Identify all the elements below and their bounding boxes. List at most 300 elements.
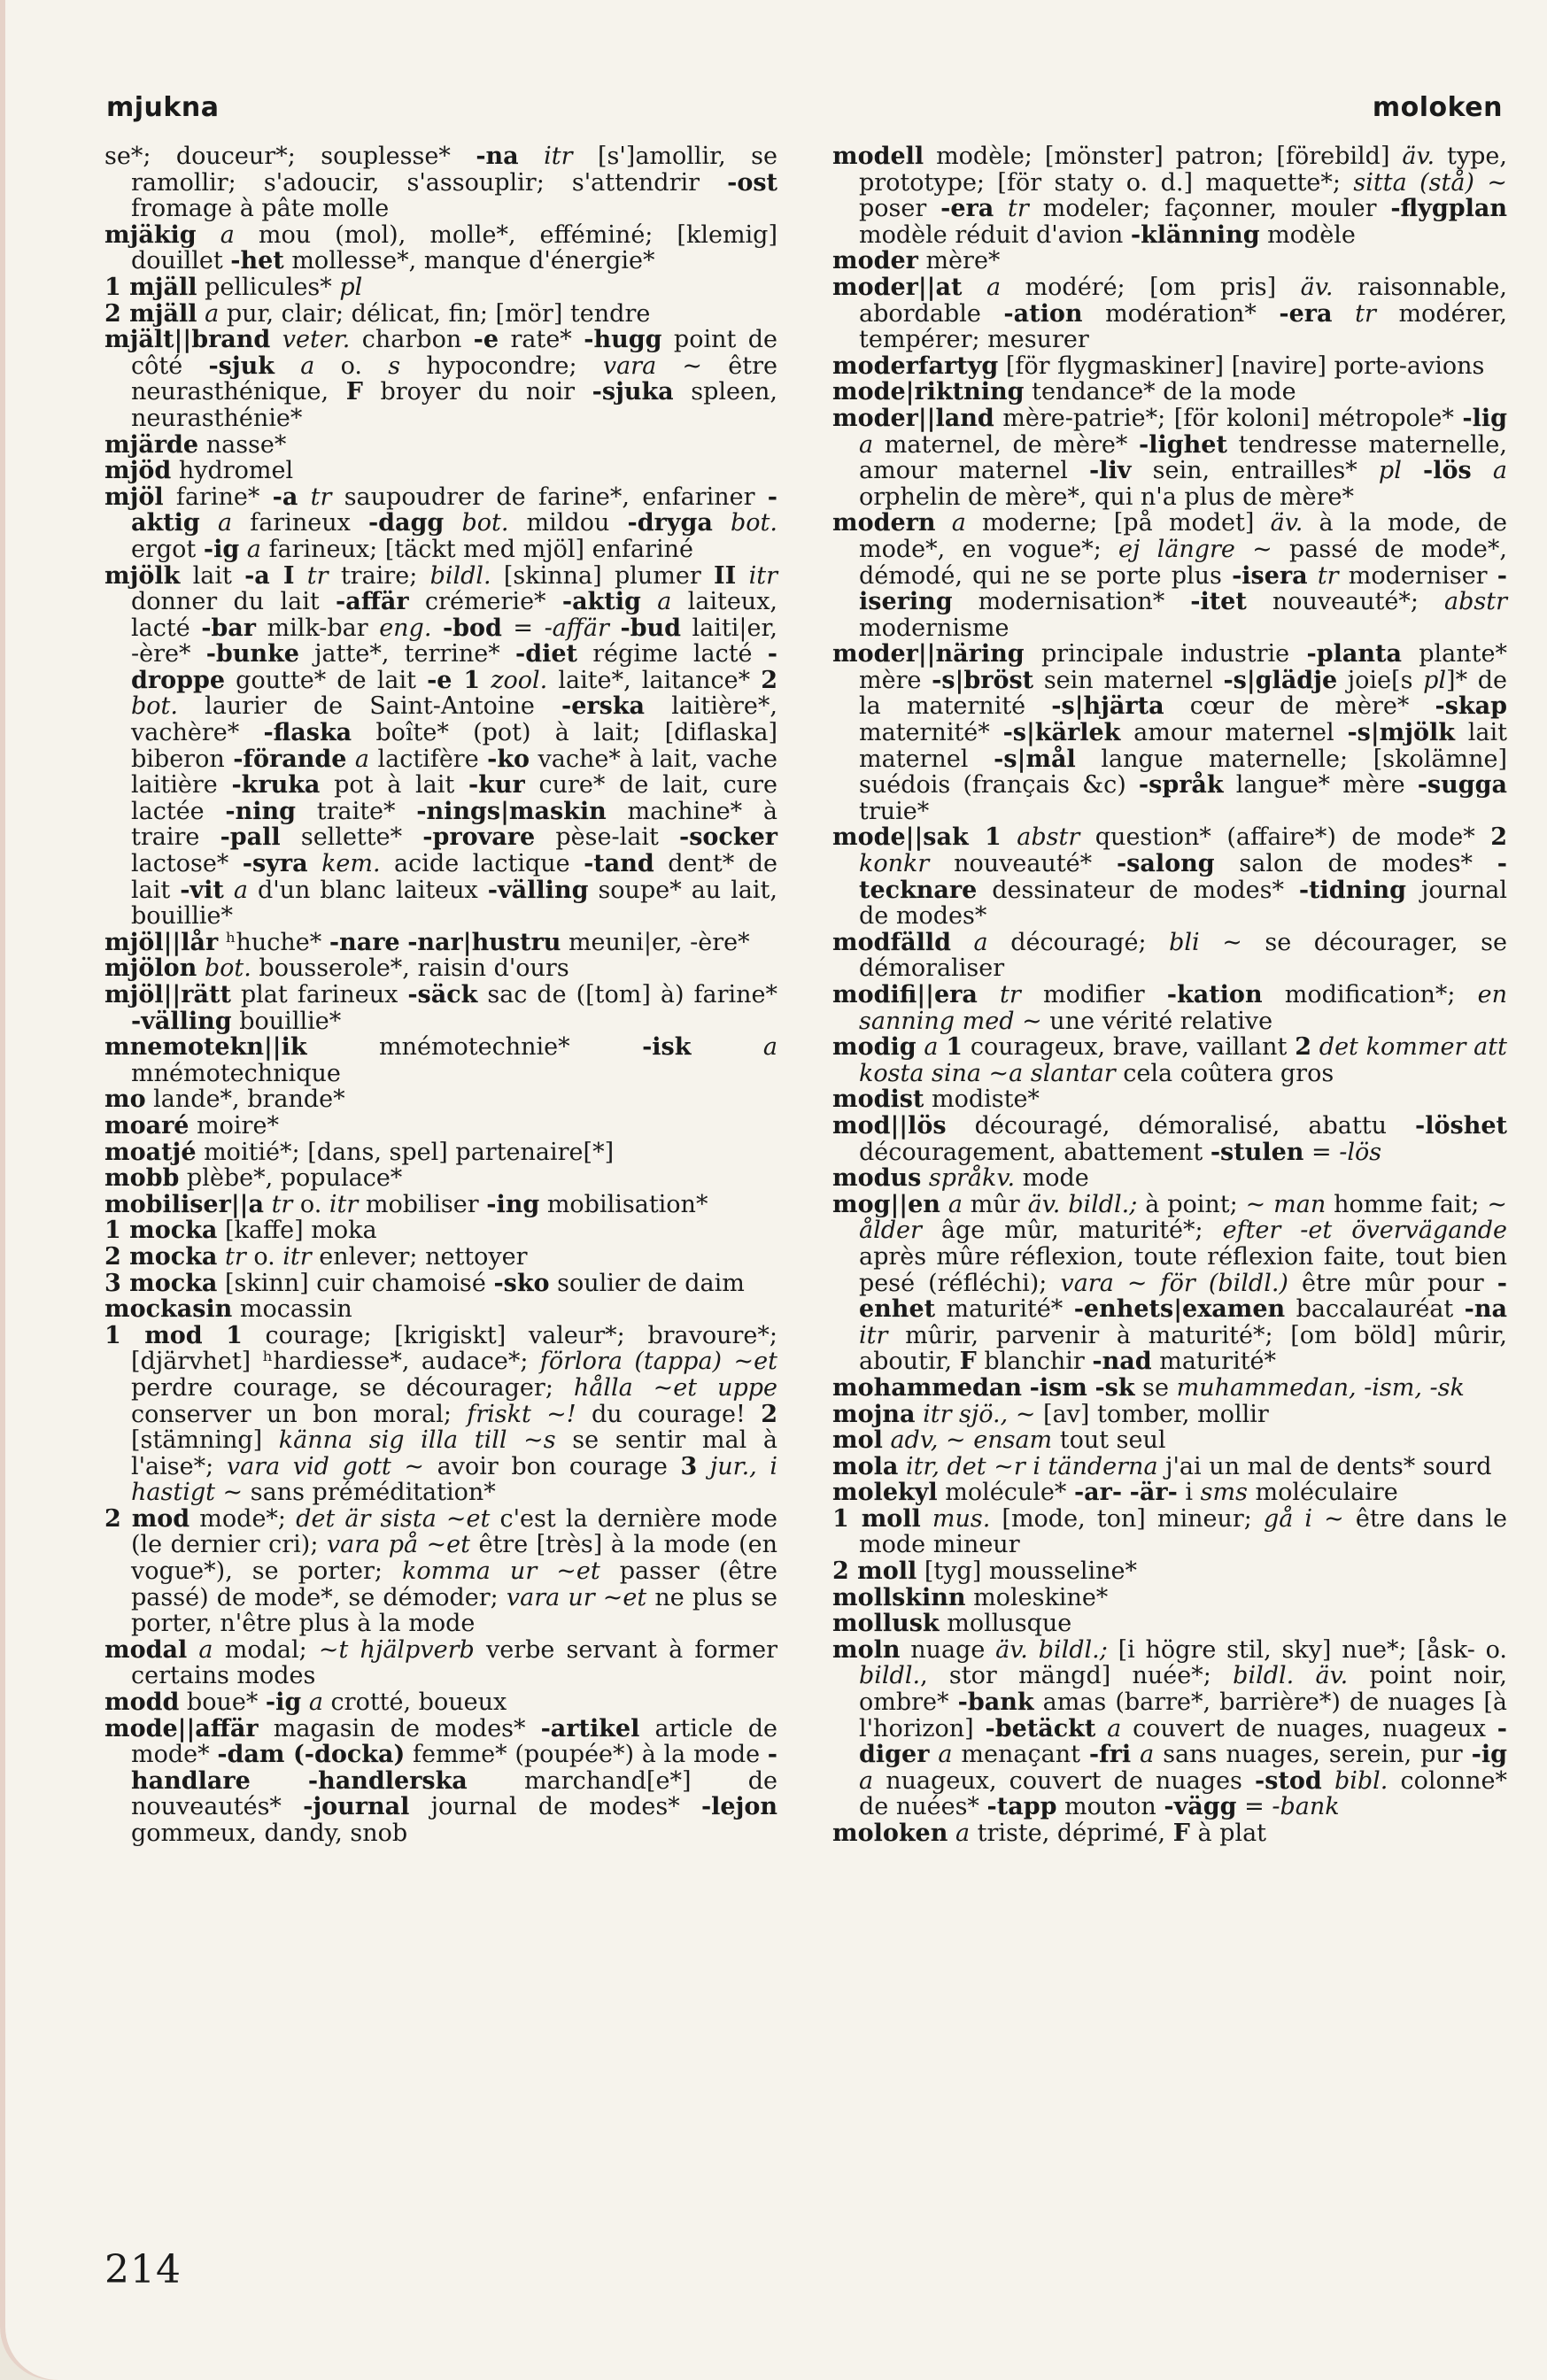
dictionary-entry [832,1820,1507,1847]
entry-italic-text: tr [1355,299,1376,328]
dictionary-entry [832,1192,1507,1375]
dictionary-entry [832,1506,1507,1558]
entry-headword: -na [1464,1295,1507,1324]
entry-headword: F [959,1348,977,1376]
entry-italic-text: bibl. [1334,1766,1388,1795]
entry-headword: mohammedan [832,1373,1023,1402]
entry-headword: 1 moll [832,1504,921,1533]
entry-italic-text: ~ man [1245,1190,1327,1218]
entry-text: modeler; façonner, mouler [1028,195,1391,223]
entry-headword: -lös [1423,457,1472,485]
entry-text: baccalauréat [1285,1295,1465,1324]
entry-text: homme fait; [1326,1190,1488,1218]
entry-text: moitié*; [dans, spel] partenaire[*] [196,1138,615,1166]
dictionary-entry [832,1113,1507,1165]
entry-text: = [1303,1138,1340,1166]
entry-text: régime lacté [577,640,768,668]
entry-headword: -betäckt [985,1714,1096,1742]
entry-text: à plat [1189,1820,1267,1847]
entry-text: tout seul [1052,1426,1166,1455]
entry-headword: -klänning [1130,220,1260,249]
entry-text: amas (barre*, barrière*) de nuages [à l'horizon] [859,1688,1508,1742]
entry-headword: -handlare -handlerska [131,1741,778,1795]
entry-text: moderniser [1338,561,1497,590]
entry-text [197,954,205,982]
entry-italic-text: a [762,1033,777,1062]
entry-headword: modfälld [832,928,951,956]
entry-headword: -bar [201,614,256,642]
entry-italic-text: vara vid gott ~ [226,1452,424,1480]
entry-headword: -språk [1138,771,1224,800]
entry-italic-text: sms [1200,1479,1248,1507]
entry-text: maternel, de mère* [873,430,1140,459]
entry-text: mode [1015,1164,1089,1193]
entry-text: être [très] à la mode (en vogue*), se porter; [131,1531,777,1586]
entry-text: boîte* (pot) à lait; [diflaska] biberon [131,719,777,773]
entry-headword: -diger [859,1714,1507,1769]
entry-text [1311,1033,1319,1061]
dictionary-entry [832,379,1507,406]
entry-headword: -lig [1462,404,1507,432]
entry-italic-text: bildl. [429,561,491,590]
entry-italic-text: språkv. [928,1164,1016,1193]
entry-text [239,536,247,563]
entry-text: charbon [350,326,474,354]
entry-text: traire; [328,561,430,590]
entry-italic-text: bot. [131,692,178,721]
entry-text: saupoudrer de farine*, enfariner [331,483,768,511]
entry-text [1402,457,1423,484]
entry-italic-text: bot. [461,509,509,537]
entry-italic-text: tr [306,561,329,590]
dictionary-entry [104,1192,777,1218]
entry-text: pot à lait [320,771,468,800]
entry-italic-text: förlora (tappa) ~et [539,1348,777,1376]
entry-text: modifier [1020,981,1167,1008]
dictionary-entry [104,301,777,328]
entry-text: fromage à pâte molle [131,195,390,223]
entry-text: hydromel [171,457,294,485]
entry-text: lactifère [369,745,488,773]
entry-headword: -a [272,483,298,511]
entry-text [713,509,731,537]
entry-text: d'un blanc laiteux [247,876,488,904]
entry-italic-text: a [354,745,370,773]
entry-headword: 2 [1490,823,1507,852]
entry-text: laiti|er, -ère* [131,614,778,668]
entry-headword: -välling [487,876,589,904]
entry-headword: -ning [225,797,296,825]
entry-headword: moder||at [832,273,963,301]
dictionary-entry [832,274,1507,353]
dictionary-entry [832,1402,1507,1428]
entry-text: tendresse maternelle, amour maternel [859,430,1507,485]
entry-headword: -stulen [1210,1138,1304,1166]
entry-italic-text: äv. [1270,509,1303,537]
dictionary-entry [104,1034,777,1086]
entry-text: plat farineux [230,981,408,1008]
entry-text: cœur de mère* [1164,692,1435,721]
entry-text [197,221,220,249]
entry-headword: -ing [486,1190,540,1218]
entry-text: se [1134,1373,1177,1402]
entry-text: modal; [213,1635,319,1664]
entry-italic-text: mus. [932,1504,991,1533]
entry-text: moderne; [på modet] [965,509,1271,537]
entry-text [929,1741,938,1768]
entry-text: traite* [296,797,417,825]
entry-text: bouillie* [231,1007,342,1035]
entry-headword: modus [832,1164,922,1193]
entry-text: j'ai un mal de dents* sourd [1157,1452,1492,1480]
dictionary-entry [104,1716,777,1847]
entry-italic-text: zool. [491,666,548,694]
entry-headword: mjölon [104,954,197,983]
entry-italic-text: vara ur ~et [506,1583,647,1611]
entry-italic-text: tr [310,483,332,511]
entry-headword: -vit [180,876,224,904]
entry-italic-text: -bank [1272,1793,1340,1821]
entry-headword: modifi||era [832,981,978,1008]
entry-headword: molekyl [832,1479,938,1507]
entry-italic-text: a [973,928,988,956]
entry-text: ]* de la maternité [859,666,1507,721]
entry-text: type, prototype; [för staty o. d.] maquette*; [859,143,1507,197]
entry-headword: -provare [422,823,536,852]
entry-italic-text: eng. [379,614,432,642]
entry-text: découragé; [987,928,1170,956]
entry-italic-text: a [955,1820,971,1847]
entry-text: âge mûr, maturité*; [921,1217,1223,1245]
entry-text: modérer, tempérer; mesurer [859,299,1507,354]
dictionary-entry [832,1427,1507,1454]
entry-italic-text: äv. [1300,273,1334,301]
entry-text: pellicules* [197,273,340,301]
entry-italic-text: a [948,1190,963,1218]
entry-text [187,1636,198,1664]
entry-text: o. [292,1190,329,1218]
entry-text: gommeux, dandy, snob [131,1820,408,1847]
entry-italic-text: a [308,1688,323,1717]
entry-text: verbe servant à former certains modes [131,1635,777,1690]
dictionary-entry [832,143,1507,248]
entry-headword: -bud [620,614,682,642]
entry-text: mnémotechnique [131,1059,341,1087]
entry-headword: -tidning [1298,876,1407,904]
entry-headword: -isering [859,561,1507,616]
entry-headword: 3 [680,1452,698,1480]
entry-text [948,1820,955,1847]
dictionary-entry [832,248,1507,274]
entry-text: plante* mère [859,640,1507,694]
dictionary-entry [104,432,777,459]
entry-text: jatte*, terrine* [298,640,516,668]
running-head-left: mjukna [106,92,220,123]
entry-headword: -vägg [1164,1793,1237,1821]
entry-text: dent* de lait [131,850,777,904]
entry-headword: -säck [407,981,478,1008]
entry-italic-text: ej längre ~ [1118,535,1272,563]
entry-text [346,746,354,773]
entry-italic-text: äv. bildl.; [1027,1190,1138,1218]
dictionary-entry [832,353,1507,380]
entry-headword: -flygplan [1390,195,1507,223]
entry-italic-text: en sanning med ~ [859,981,1507,1035]
entry-headword: -tecknare [859,850,1507,904]
entry-headword: -planta [1306,640,1402,668]
entry-headword: -na [476,143,519,170]
dictionary-entry [104,1113,777,1140]
entry-italic-text: itr [544,143,573,170]
entry-text: découragé, démoralisé, abattu [946,1111,1416,1140]
entry-italic-text: pl [1378,457,1402,485]
entry-italic-text: a [951,509,966,537]
dictionary-entry [104,1323,777,1506]
entry-headword: 2 moll [832,1557,917,1586]
entry-text: perdre courage, se décourager; [131,1373,574,1402]
entry-italic-text: ~t hjälpverb [318,1635,475,1664]
entry-italic-text: itr sjö., [923,1400,1009,1428]
entry-text: dessinateur de modes* [977,876,1299,904]
dictionary-entry [104,1086,777,1113]
entry-text: nuageux, couvert de nuages [873,1766,1256,1795]
entry-text: enlever; nettoyer [311,1242,528,1271]
dictionary-entry [832,1480,1507,1506]
dictionary-entry [104,1506,777,1637]
entry-headword: -isera [1232,561,1308,590]
entry-headword: -sko [493,1269,550,1297]
entry-text [197,300,205,328]
entry-italic-text: vara på ~et [326,1531,471,1559]
dictionary-entry [832,1585,1507,1611]
entry-text: mildou [508,509,628,537]
entry-italic-text: pl [339,273,363,301]
entry-text: après mûre réflexion, toute réflexion faite, tout bien pesé (réfléchi); [859,1242,1507,1297]
entry-italic-text: -affär [544,614,609,642]
entry-text: passé de mode*, démodé, qui ne se porte plus [859,535,1507,590]
entry-text: poser [859,195,941,223]
page-number: 214 [104,2247,182,2292]
entry-text: molécule* [937,1479,1074,1507]
entry-headword: -ko [487,745,530,773]
entry-text: i [1177,1479,1201,1507]
entry-text: mûr [962,1190,1028,1218]
entry-text: truie* [859,797,930,825]
entry-headword: mjäkig [104,220,197,249]
entry-italic-text: känna sig illa till ~s [278,1426,556,1455]
entry-italic-text: muhammedan, -ism, -sk [1176,1373,1465,1402]
entry-italic-text: a [986,273,1002,301]
entry-italic-text: a [233,876,248,904]
entry-headword: -lejon [700,1793,777,1821]
entry-text [295,562,307,590]
entry-text: donner du lait [131,588,336,616]
entry-headword: -bank [957,1688,1034,1717]
entry-text: mouton [1056,1793,1164,1821]
entry-headword: -artikel [540,1714,640,1742]
entry-text: sein, entrailles* [1131,457,1379,485]
entry-headword: mjält||brand [104,326,271,354]
entry-text: être mûr pour [1288,1269,1497,1297]
entry-text: sans nuages, serein, pur [1154,1741,1472,1769]
entry-text: couvert de nuages, nuageux [1121,1714,1497,1742]
entry-text: mode*; [190,1504,297,1533]
right-column [832,143,1507,1847]
entry-headword: -syra [242,850,308,878]
entry-headword: moatjé [104,1138,197,1166]
entry-headword: -bunke [205,640,299,668]
entry-text: c'est la dernière mode (le dernier cri); [131,1504,777,1559]
entry-text: se*; douceur*; souplesse* [104,143,476,170]
entry-text: principale industrie [1024,640,1307,668]
entry-headword: -ig [1471,1741,1507,1769]
entry-headword: F [345,378,363,406]
entry-headword: -diet [515,640,578,668]
entry-italic-text: tr [1317,561,1339,590]
entry-text: nuage [900,1635,996,1664]
entry-text [1322,1767,1334,1795]
entry-text: raisonnable, abordable [859,273,1507,328]
entry-headword: mode||affär [104,1714,259,1742]
entry-headword: -dam (-docka) [217,1741,406,1769]
entry-headword: -s|hjärta [1051,692,1164,721]
entry-text: joie[s [1337,666,1424,694]
entry-text: modernisation* [952,588,1191,616]
entry-text: vache* à lait, vache laitière [131,745,777,800]
entry-italic-text: abstr [1017,823,1080,852]
entry-text: modèle; [mönster] patron; [förebild] [924,143,1403,170]
entry-headword: -ar- [1073,1479,1123,1507]
entry-text: modiste* [924,1086,1040,1114]
entry-headword: mog||en [832,1190,940,1218]
entry-headword: mjöd [104,457,172,485]
entry-text: journal de modes* [859,876,1507,931]
entry-text: lait maternel [859,719,1507,773]
entry-text: o. [245,1242,283,1271]
entry-text: modèle [1259,220,1356,249]
entry-headword: -droppe [131,640,777,694]
entry-headword: -era [940,195,994,223]
entry-headword: mola [832,1452,899,1480]
dictionary-entry [832,1086,1507,1113]
entry-text: milk-bar [256,614,380,642]
entry-text [978,981,1000,1008]
entry-text: colonne* de nuées* [859,1766,1507,1821]
entry-text: ~ [av] tomber, mollir [1008,1400,1269,1428]
entry-text: journal de modes* [409,1793,701,1821]
entry-headword: mockasin [104,1295,233,1324]
entry-headword: moloken [832,1820,948,1847]
entry-text: femme* (poupée*) à la mode [405,1741,768,1769]
entry-text [939,1033,947,1061]
entry-text: [tyg] mousseline* [917,1557,1137,1586]
entry-text: broyer du noir [362,378,592,406]
entry-text [308,850,321,877]
entry-text [951,929,974,956]
entry-text: courageux, brave, vaillant [963,1033,1296,1062]
entry-headword: -erska [561,692,646,721]
dictionary-entry [104,484,777,563]
entry-headword: -salong [1116,850,1215,878]
entry-text [1122,1479,1130,1506]
entry-text: rate* [499,326,584,354]
entry-headword: -är- [1129,1479,1178,1507]
entry-headword: mol [832,1426,883,1455]
entry-italic-text: bot. [204,954,251,983]
entry-text: meuni|er, -ère* [561,928,750,956]
entry-headword: -sjuka [592,378,674,406]
entry-headword: modig [832,1033,917,1062]
entry-text: se sentir mal à l'aise*; [131,1426,777,1480]
entry-text: farine* [163,483,273,511]
entry-text [224,877,234,904]
entry-italic-text: äv. bildl.; [995,1635,1108,1664]
entry-text: point de côté [131,326,778,380]
entry-headword: modell [832,143,924,170]
entry-headword: -enhets|examen [1073,1295,1286,1324]
entry-headword: -s|glädje [1223,666,1338,694]
entry-text: acide lactique [380,850,584,878]
running-head-right: moloken [1372,92,1503,123]
entry-headword: -journal [303,1793,410,1821]
entry-headword: mod||lös [832,1111,947,1140]
entry-text: magasin de modes* [258,1714,541,1742]
entry-text: plèbe*, populace* [179,1164,403,1193]
entry-text: [skinn] cuir chamoisé [217,1269,494,1297]
entry-italic-text: vara ~ [602,352,703,380]
entry-text: salon de modes* [1214,850,1497,878]
dictionary-entry [832,1454,1507,1480]
entry-headword: -affär [336,588,409,616]
entry-headword: -lighet [1139,430,1227,459]
entry-headword: -välling [131,1007,232,1035]
dictionary-entry [832,1558,1507,1585]
entry-text: farineux; [täckt med mjöl] enfariné [260,535,693,563]
entry-italic-text: vara ~ för (bildl.) [1060,1269,1288,1297]
entry-text: o. [314,352,389,380]
entry-text: menaçant [952,1741,1089,1769]
entry-text: moléculaire [1247,1479,1398,1507]
entry-text [480,667,491,694]
entry-text: mou (mol), molle*, efféminé; [klemig] douillet [131,220,777,275]
entry-headword: -bod [442,614,502,642]
entry-text: soulier de daim [549,1269,745,1297]
entry-italic-text: efter -et övervägande [1222,1217,1507,1245]
entry-headword: -kur [468,771,525,800]
entry-text [641,588,657,615]
entry-italic-text: det är sista ~et [296,1504,491,1533]
entry-text: moleskine* [965,1583,1109,1611]
dictionary-entry [832,510,1507,641]
left-column [104,143,777,1847]
entry-italic-text: hålla ~et uppe [573,1373,778,1402]
entry-headword: -dagg [367,509,445,537]
entry-text: [s']amollir, se ramollir; s'adoucir, s'assouplir; s'attendrir [131,143,777,197]
entry-headword: -liv [1089,457,1132,485]
entry-headword: -förande [233,745,347,773]
entry-text: [skinna] plumer [491,561,715,590]
entry-text: laitière*, vachère* [131,692,777,747]
entry-italic-text: a [938,1741,953,1769]
entry-text: article de mode* [131,1714,777,1769]
dictionary-entry [832,982,1507,1034]
entry-text: mnémotechnie* [306,1033,643,1062]
entry-text: amour maternel [1120,719,1348,747]
dictionary-entry [832,930,1507,982]
entry-italic-text: a [657,588,672,616]
entry-text: machine* à traire [131,797,778,852]
entry-italic-text: gå i ~ [1263,1504,1344,1533]
